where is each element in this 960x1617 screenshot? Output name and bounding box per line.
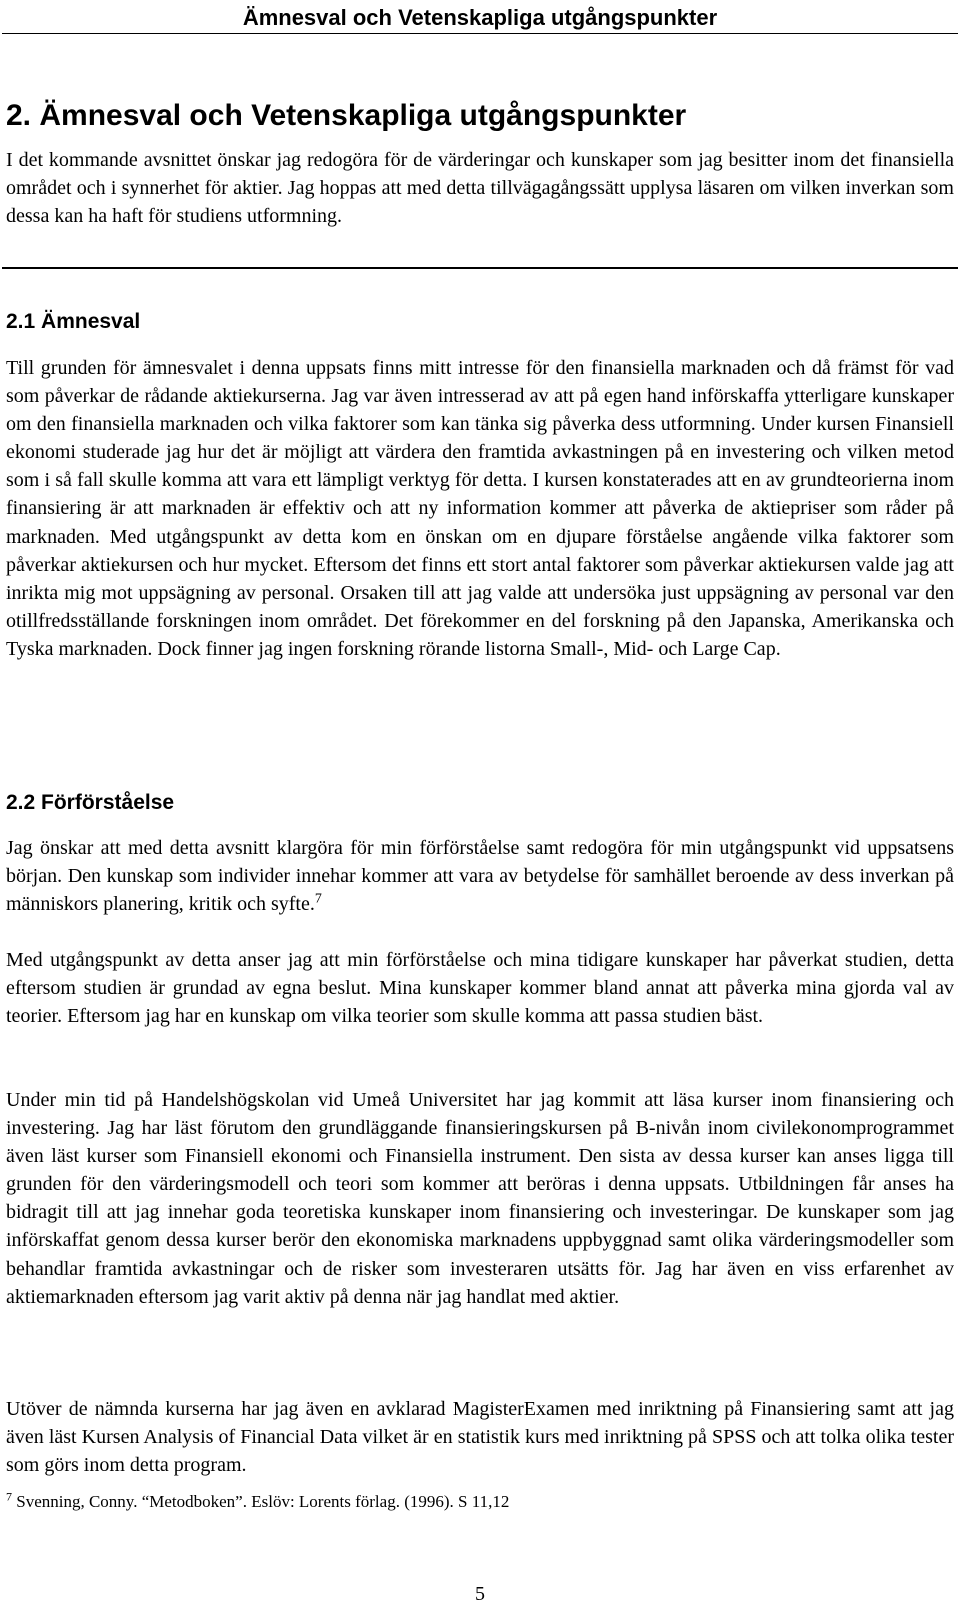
footnote-text: Svenning, Conny. “Metodboken”. Eslöv: Lorents förlag. (1996). S 11,12 — [16, 1492, 510, 1511]
running-header: Ämnesval och Vetenskapliga utgångspunkter — [242, 5, 718, 30]
chapter-intro-paragraph: I det kommande avsnittet önskar jag redogöra för de värderingar och kunskaper som jag besitter inom det finansiella området och i synnerhet för aktier. Jag hoppas att med detta tillvägagångssätt upplysa läsaren om vilken inverkan som dessa kan ha haft för studiens utformning. — [6, 149, 954, 228]
forforstaelse-paragraph-3: Under min tid på Handelshögskolan vid Umeå Universitet har jag kommit att läsa kurser inom finansiering och investering. Jag har läst förutom den grundläggande finansieringskursen på B-nivån inom civilekonomprogrammet även läst kurser som Finansiell ekonomi och Finansiella instrument. Den sista av dessa kurser kan anses ligga till grunden för den värderingsmodell och teori som kommer att beröras i denna uppsats. Utbildningen får anses ha bidragit till att jag innehar goda teoretiska kunskaper inom finansiering och investeringar. De kunskaper som jag införskaffat genom dessa kurser berör den ekonomiska marknadens uppbyggnad samt olika värderingsmodeller som behandlar framtida avkastningar och de risker som investeraren utsätts för. Jag har även en viss erfarenhet av aktiemarknaden eftersom jag varit aktiv på denna när jag handlat med aktier. — [6, 1089, 954, 1308]
forforstaelse-paragraph-2: Med utgångspunkt av detta anser jag att min förförståelse och mina tidigare kunskaper har påverkat studien, detta eftersom studien är grundad av egna beslut. Mina kunskaper kommer bland annat att påverka mina gjorda val av teorier. Eftersom jag har en kunskap om vilka teorier som skulle komma att passa studien bäst. — [6, 949, 954, 1028]
footnote — [6, 1490, 954, 1514]
page-number: 5 — [475, 1583, 485, 1605]
chapter-divider — [2, 267, 958, 269]
section-title-amnesval: 2.1 Ämnesval — [6, 310, 141, 333]
footnote-marker: 7 — [6, 1489, 12, 1504]
footnote-reference: 7 — [314, 891, 322, 907]
section-title-forforstaelse: 2.2 Förförståelse — [6, 791, 175, 814]
forforstaelse-paragraph-1 — [6, 834, 954, 918]
forforstaelse-paragraph-1-text: Jag önskar att med detta avsnitt klargöra för min förförståelse samt redogöra för min utgångspunkt vid uppsatsens början. Den kunskap som individer innehar kommer att vara av betydelse för samhället beroende av dess inverkan på människors planering, kritik och syfte. — [6, 837, 954, 916]
amnesval-paragraph: Till grunden för ämnesvalet i denna uppsats finns mitt intresse för den finansiella marknaden och då främst för vad som påverkar de rådande aktiekurserna. Jag var även intresserad av att på egen hand införskaffa ytterligare kunskaper om den finansiella marknaden och vilka faktorer som kan tänka sig påverka dess utformning. Under kursen Finansiell ekonomi studerade jag hur det är möjligt att värdera den framtida avkastningen på en investering och vilken metod som i så fall skulle komma att vara ett lämpligt verktyg för detta. I kursen konstaterades att en av grundteorierna inom finansiering är att marknaden är effektiv och att ny information kommer att påverka de aktiepriser som råder på marknaden. Med utgångspunkt av detta kom en önskan om en djupare förståelse angående vilka faktorer som påverkar aktiekursen och hur mycket. Eftersom det finns ett stort antal faktorer som påverkar aktiekursen valde jag att inrikta mig mot uppsägning av personal. Orsaken till att jag valde att undersöka just uppsägning av personal var den otillfredsställande forskningen inom området. Det förekommer en del forskning på den Japanska, Amerikanska och Tyska marknaden. Dock finner jag ingen forskning rörande listorna Small-, Mid- och Large Cap. — [6, 357, 954, 660]
header-divider — [2, 33, 958, 34]
chapter-title: 2. Ämnesval och Vetenskapliga utgångspunkter — [6, 99, 687, 132]
forforstaelse-paragraph-4: Utöver de nämnda kurserna har jag även en avklarad MagisterExamen med inriktning på Finansiering samt att jag även läst Kursen Analysis of Financial Data vilket är en statistik kurs med inriktning på SPSS och att tolka olika tester som görs inom detta program. — [6, 1398, 954, 1477]
